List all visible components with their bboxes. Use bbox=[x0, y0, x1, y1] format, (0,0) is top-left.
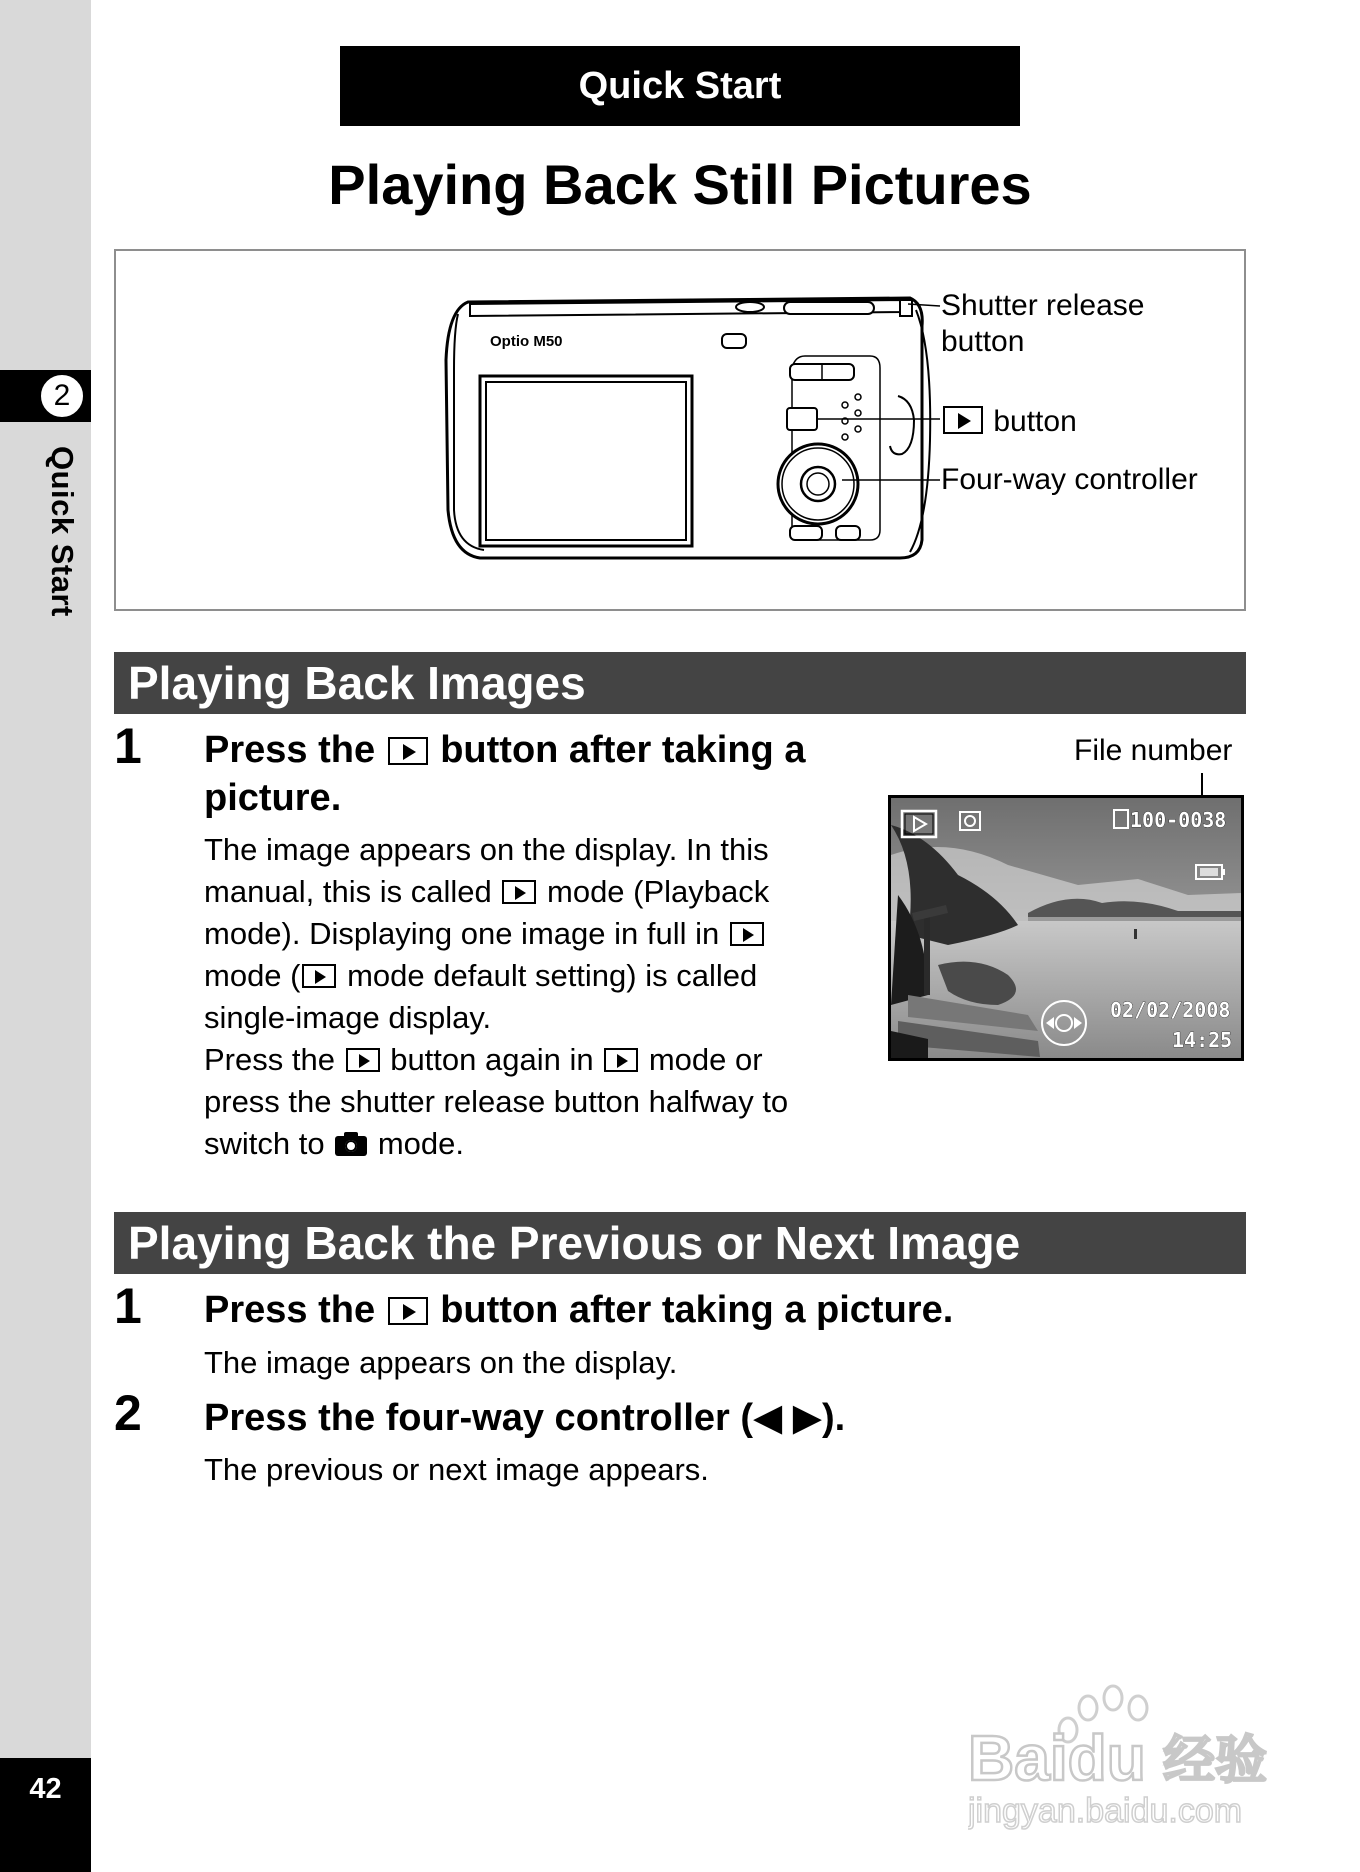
watermark-url: jingyan.baidu.com bbox=[968, 1792, 1243, 1830]
side-strip bbox=[0, 0, 91, 1872]
playback-icon bbox=[388, 1297, 428, 1325]
playback-icon bbox=[302, 964, 336, 988]
page-title: Playing Back Still Pictures bbox=[328, 153, 1032, 216]
lcd-file-number: 100-0038 bbox=[1130, 808, 1227, 832]
body-line: Press the button again in mode or bbox=[204, 1042, 763, 1077]
watermark-brand: Baidu bbox=[968, 1722, 1146, 1794]
playback-icon bbox=[604, 1048, 638, 1072]
playback-icon bbox=[346, 1048, 380, 1072]
playback-icon bbox=[502, 880, 536, 904]
playback-screen-illustration bbox=[888, 795, 1244, 1061]
lcd-time: 14:25 bbox=[1172, 1028, 1233, 1052]
section-heading-previous-next: Playing Back the Previous or Next Image bbox=[114, 1212, 1246, 1274]
body-line: mode ( mode default setting) is called bbox=[204, 958, 758, 993]
quick-start-banner bbox=[340, 46, 1020, 126]
playback-button-callout bbox=[941, 404, 1077, 440]
file-number-label: File number bbox=[1074, 734, 1233, 767]
chapter-label: Quick Start bbox=[45, 446, 80, 617]
camera-back-illustration bbox=[440, 290, 980, 570]
step-heading bbox=[204, 1286, 953, 1334]
body-line: single-image display. bbox=[204, 1000, 492, 1035]
shutter-callout-line1: Shutter release bbox=[941, 289, 1145, 322]
camera-model-label: Optio M50 bbox=[490, 333, 563, 350]
step-heading: Press the four-way controller (◀ ▶). bbox=[204, 1397, 846, 1439]
playback-icon bbox=[388, 737, 428, 765]
playback-icon bbox=[943, 406, 983, 434]
section-heading-playing-back-images: Playing Back Images bbox=[114, 652, 1246, 714]
step-heading-part: button after taking a bbox=[440, 729, 806, 771]
watermark-cn: 经验 bbox=[1163, 1731, 1268, 1791]
four-way-callout: Four-way controller bbox=[941, 463, 1198, 496]
step-heading-part: Press the bbox=[204, 729, 376, 771]
body-line: The image appears on the display. In this bbox=[204, 832, 769, 867]
body-line: switch to mode. bbox=[204, 1126, 465, 1161]
playback-icon bbox=[730, 922, 764, 946]
step-number: 2 bbox=[114, 1385, 142, 1441]
step-heading-part: button after taking a picture. bbox=[440, 1289, 954, 1331]
banner-text: Quick Start bbox=[578, 65, 782, 107]
shutter-callout-line2: button bbox=[941, 325, 1025, 358]
playback-callout-text: button bbox=[993, 405, 1077, 438]
step-description bbox=[204, 829, 788, 1165]
step-description: The previous or next image appears. bbox=[204, 1452, 709, 1487]
step-number: 1 bbox=[114, 718, 142, 774]
body-line: mode). Displaying one image in full in bbox=[204, 913, 788, 955]
body-line: manual, this is called mode (Playback bbox=[204, 874, 770, 909]
step-heading-part: picture. bbox=[204, 777, 342, 819]
shutter-callout bbox=[941, 288, 1144, 360]
body-line: press the shutter release button halfway to bbox=[204, 1084, 789, 1119]
step-description: The image appears on the display. bbox=[204, 1345, 678, 1380]
camera-icon bbox=[335, 1132, 367, 1156]
step-heading-part: Press the bbox=[204, 1289, 376, 1331]
lcd-date: 02/02/2008 bbox=[1110, 998, 1231, 1022]
step-heading bbox=[204, 726, 805, 822]
chapter-number: 2 bbox=[39, 373, 85, 419]
baidu-jingyan-watermark bbox=[968, 1680, 1288, 1830]
step-number: 1 bbox=[114, 1278, 142, 1334]
page-number: 42 bbox=[29, 1773, 62, 1805]
